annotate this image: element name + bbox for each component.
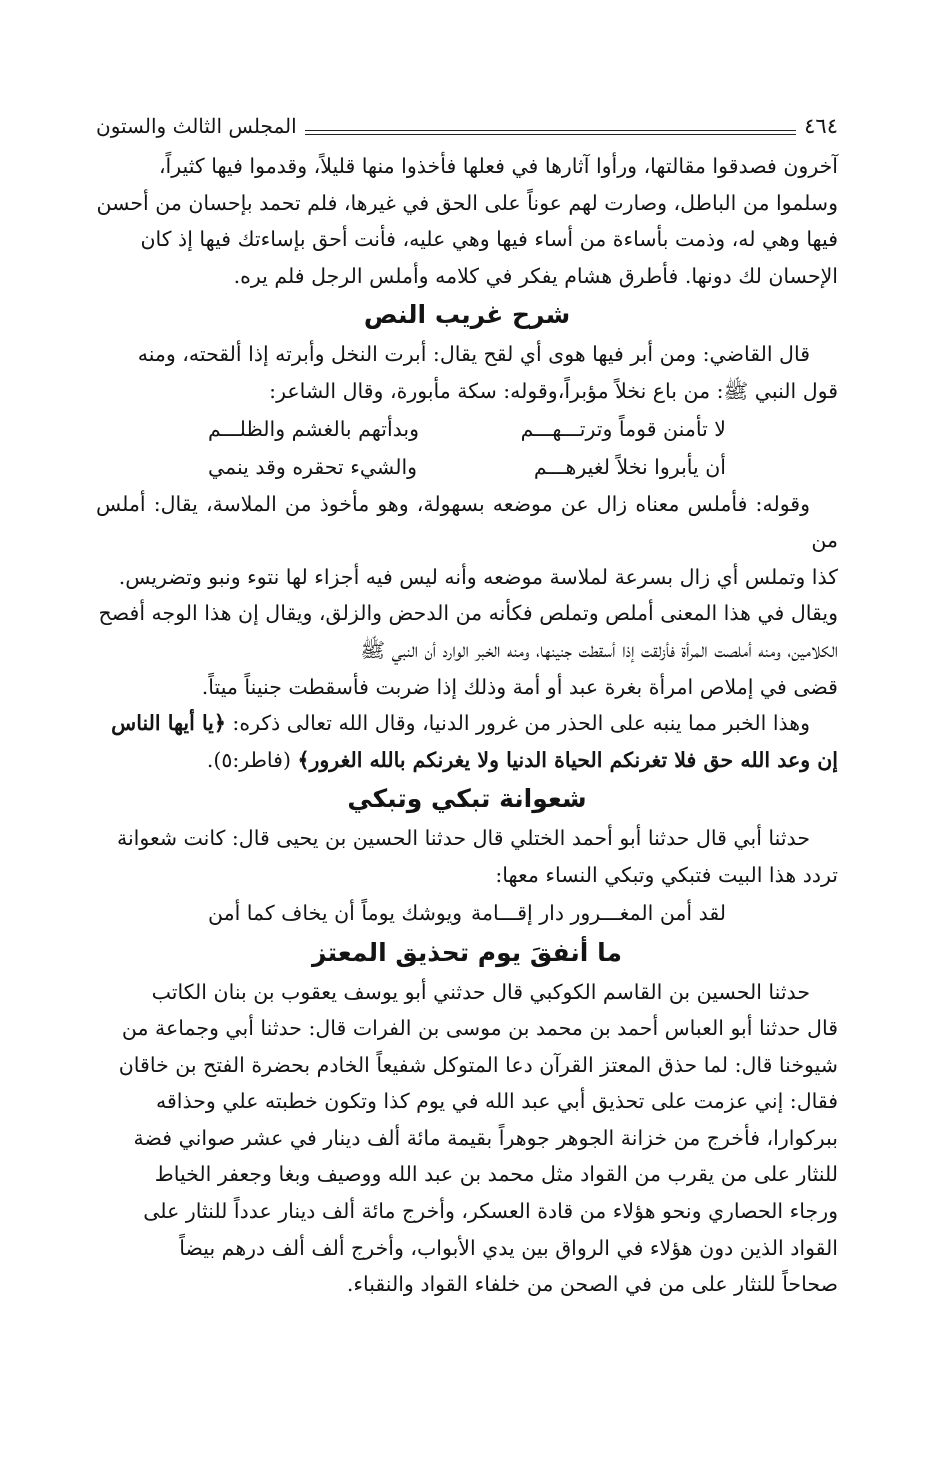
book-page [96,108,838,1358]
text-line: الكلامين، ومنه أملصت المرأة فأزلقت إذا أسقطت جنينها، ومنه الخبر الوارد أن النبي ﷺ [360,637,838,662]
text-line: قول النبي ﷺ: من باع نخلاً مؤبراً،وقوله: سكة مأبورة، وقال الشاعر: [269,378,838,403]
text-line: قال حدثنا أبو العباس أحمد بن محمد بن موسى بن الفرات قال: حدثنا أبي وجماعة من [121,1016,838,1041]
running-title: المجلس الثالث والستون [96,114,305,138]
text-line: ورجاء الحصاري ونحو هؤلاء من قادة العسكر، وأخرج مائة ألف دينار عدداً للنثار على [143,1199,838,1224]
quran-verse-start: ﴿يا أيها الناس [111,711,226,736]
text-line: قضى في إملاص امرأة بغرة عبد أو أمة وذلك إذا ضربت فأسقطت جنيناً ميتاً. [201,674,838,699]
tahdhiq-paragraph [96,974,838,1303]
text-line: ويقال في هذا المعنى أملص وتملص فكأنه من الدحض والزلق، ويقال إن هذا الوجه أفصح [98,601,838,626]
poem-verse [96,448,838,486]
text-line: آخرون فصدقوا مقالتها، ورأوا آثارها في فعلها فأخذوا منها قليلاً، وقدموا فيها كثيراً، [158,154,838,178]
quote-intro: وهذا الخبر مما ينبه على الحذر من غرور الدنيا، وقال الله تعالى ذكره: [225,711,810,736]
text-line: صحاحاً للنثار على من في الصحن من خلفاء القواد والنقباء. [346,1272,838,1297]
shaawana-paragraph [96,820,838,893]
quran-reference: (فاطر:٥). [206,747,298,772]
poem-verse [96,410,838,448]
text-line: الإحسان لك دونها. فأطرق هشام يفكر في كلامه وأملس الرجل فلم يره. [233,263,838,288]
verse-first-hemistich: لا تأمنن قوماً وترتـــهـــم [520,416,726,441]
text-line: فقال: إني عزمت على تحذيق أبي عبد الله في يوم كذا وتكون خطبته علي وحذاقه [155,1089,838,1114]
verse-second-hemistich: ويوشك يوماً أن يخاف كما أمن [208,900,463,925]
verse-first-hemistich: لقد أمن المغـــرور دار إقـــامة [471,900,726,925]
sharh-explanation [96,486,838,706]
text-line: وقوله: فأملس معناه زال عن موضعه بسهولة، وهو مأخوذ من الملاسة، يقال: أملس من [96,491,838,553]
section-heading-tahdhiq: ما أنفقَ يوم تحذيق المعتز [312,937,622,967]
verse-first-hemistich: أن يأبروا نخلاً لغيرهـــم [533,454,726,479]
section-heading-shaawana: شعوانة تبكي وتبكي [347,784,587,814]
text-line: تردد هذا البيت فتبكي وتبكي النساء معها: [495,862,838,887]
text-line: فيها وهي له، وذمت بأساءة من أساء فيها وهي عليه، فأنت أحق بإساءتك فيها إذ كان [140,227,838,252]
text-line: شيوخنا قال: لما حذق المعتز القرآن دعا المتوكل شفيعاً الخادم بحضرة الفتح بن خاقان [118,1052,838,1077]
poem-verse [96,894,838,932]
quran-verse-end: إن وعد الله حق فلا تغرنكم الحياة الدنيا ولا يغرنكم بالله الغرور﴾ [297,747,838,772]
text-line: حدثنا أبي قال حدثنا أبو أحمد الختلي قال حدثنا الحسين بن يحيى قال: كانت شعوانة [116,826,810,851]
page-number: ٤٦٤ [796,114,838,138]
text-line: قال القاضي: ومن أبر فيها هوى أي لقح يقال: أبرت النخل وأبرته إذا ألقحته، ومنه [137,342,810,367]
verse-second-hemistich: وبدأتهم بالغشم والظلـــم [208,416,420,441]
page-header [96,108,838,148]
text-line: وسلموا من الباطل، وصارت لهم عوناً على الحق في غيرها، فلم تحمد بإحسان من أحسن [96,190,838,215]
text-line: حدثنا الحسين بن القاسم الكوكبي قال حدثني أبو يوسف يعقوب بن بنان الكاتب [151,979,810,1004]
text-line: كذا وتملس أي زال بسرعة لملاسة موضعه وأنه ليس فيه أجزاء لها نتوء ونبو وتضريس. [118,564,838,589]
text-line [96,742,838,779]
text-line: ببركوارا، فأخرج من خزانة الجوهر جوهراً بقيمة مائة ألف دينار في عشر صواني فضة [133,1125,838,1150]
sharh-paragraph [96,336,838,409]
section-heading-sharh: شرح غريب النص [363,300,571,330]
verse-second-hemistich: والشيء تحقره وقد ينمي [208,454,418,479]
text-line: للنثار على من يقرب من القواد مثل محمد بن عبد الله ووصيف وبغا وجعفر الخياط [154,1162,838,1187]
intro-paragraph [96,148,838,294]
text-line: القواد الذين دون هؤلاء في الرواق بين يدي الأبواب، وأخرج ألف ألف درهم بيضاً [179,1235,838,1260]
quran-quote-paragraph [96,705,838,778]
text-line [96,705,838,742]
